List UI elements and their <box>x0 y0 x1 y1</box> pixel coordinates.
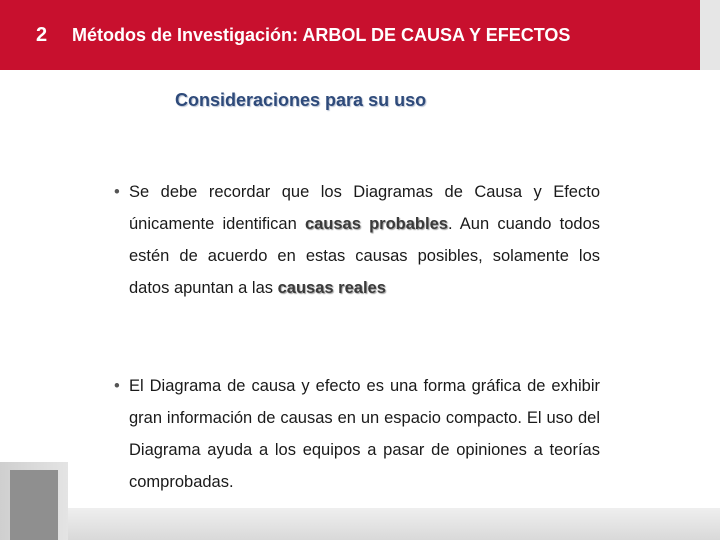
decorative-bar-bottom <box>68 508 720 540</box>
emphasis-causas-reales: causas reales <box>277 279 386 297</box>
bullet-text-part: . Aun cuando todos estén de acuerdo en estas causas posibles, solamente los datos apuntan a las <box>129 215 601 297</box>
slide-header <box>0 0 720 70</box>
slide-title: Métodos de Investigación: ARBOL DE CAUSA Y EFECTOS <box>72 25 571 45</box>
bullet-text-1 <box>129 176 600 304</box>
decorative-block-left-inner <box>10 470 58 540</box>
bullet-item-2 <box>114 370 600 500</box>
emphasis-causas-probables: causas probables <box>304 215 448 233</box>
bullet-icon: • <box>114 183 120 201</box>
bullet-text-part: Se debe recordar que los Diagramas de Causa y Efecto únicamente identifican <box>129 183 600 233</box>
slide-subtitle: Consideraciones para su uso <box>175 90 427 110</box>
bullet-text-2: El Diagrama de causa y efecto es una forma gráfica de exhibir gran información de causas en un espacio compacto. El uso del Diagrama ayuda a los equipos a pasar de opiniones a teorías comprobadas. <box>129 377 600 491</box>
header-bar <box>0 0 700 70</box>
bullet-item-1 <box>114 176 600 336</box>
slide-number: 2 <box>36 24 48 46</box>
bullet-icon: • <box>114 377 120 395</box>
